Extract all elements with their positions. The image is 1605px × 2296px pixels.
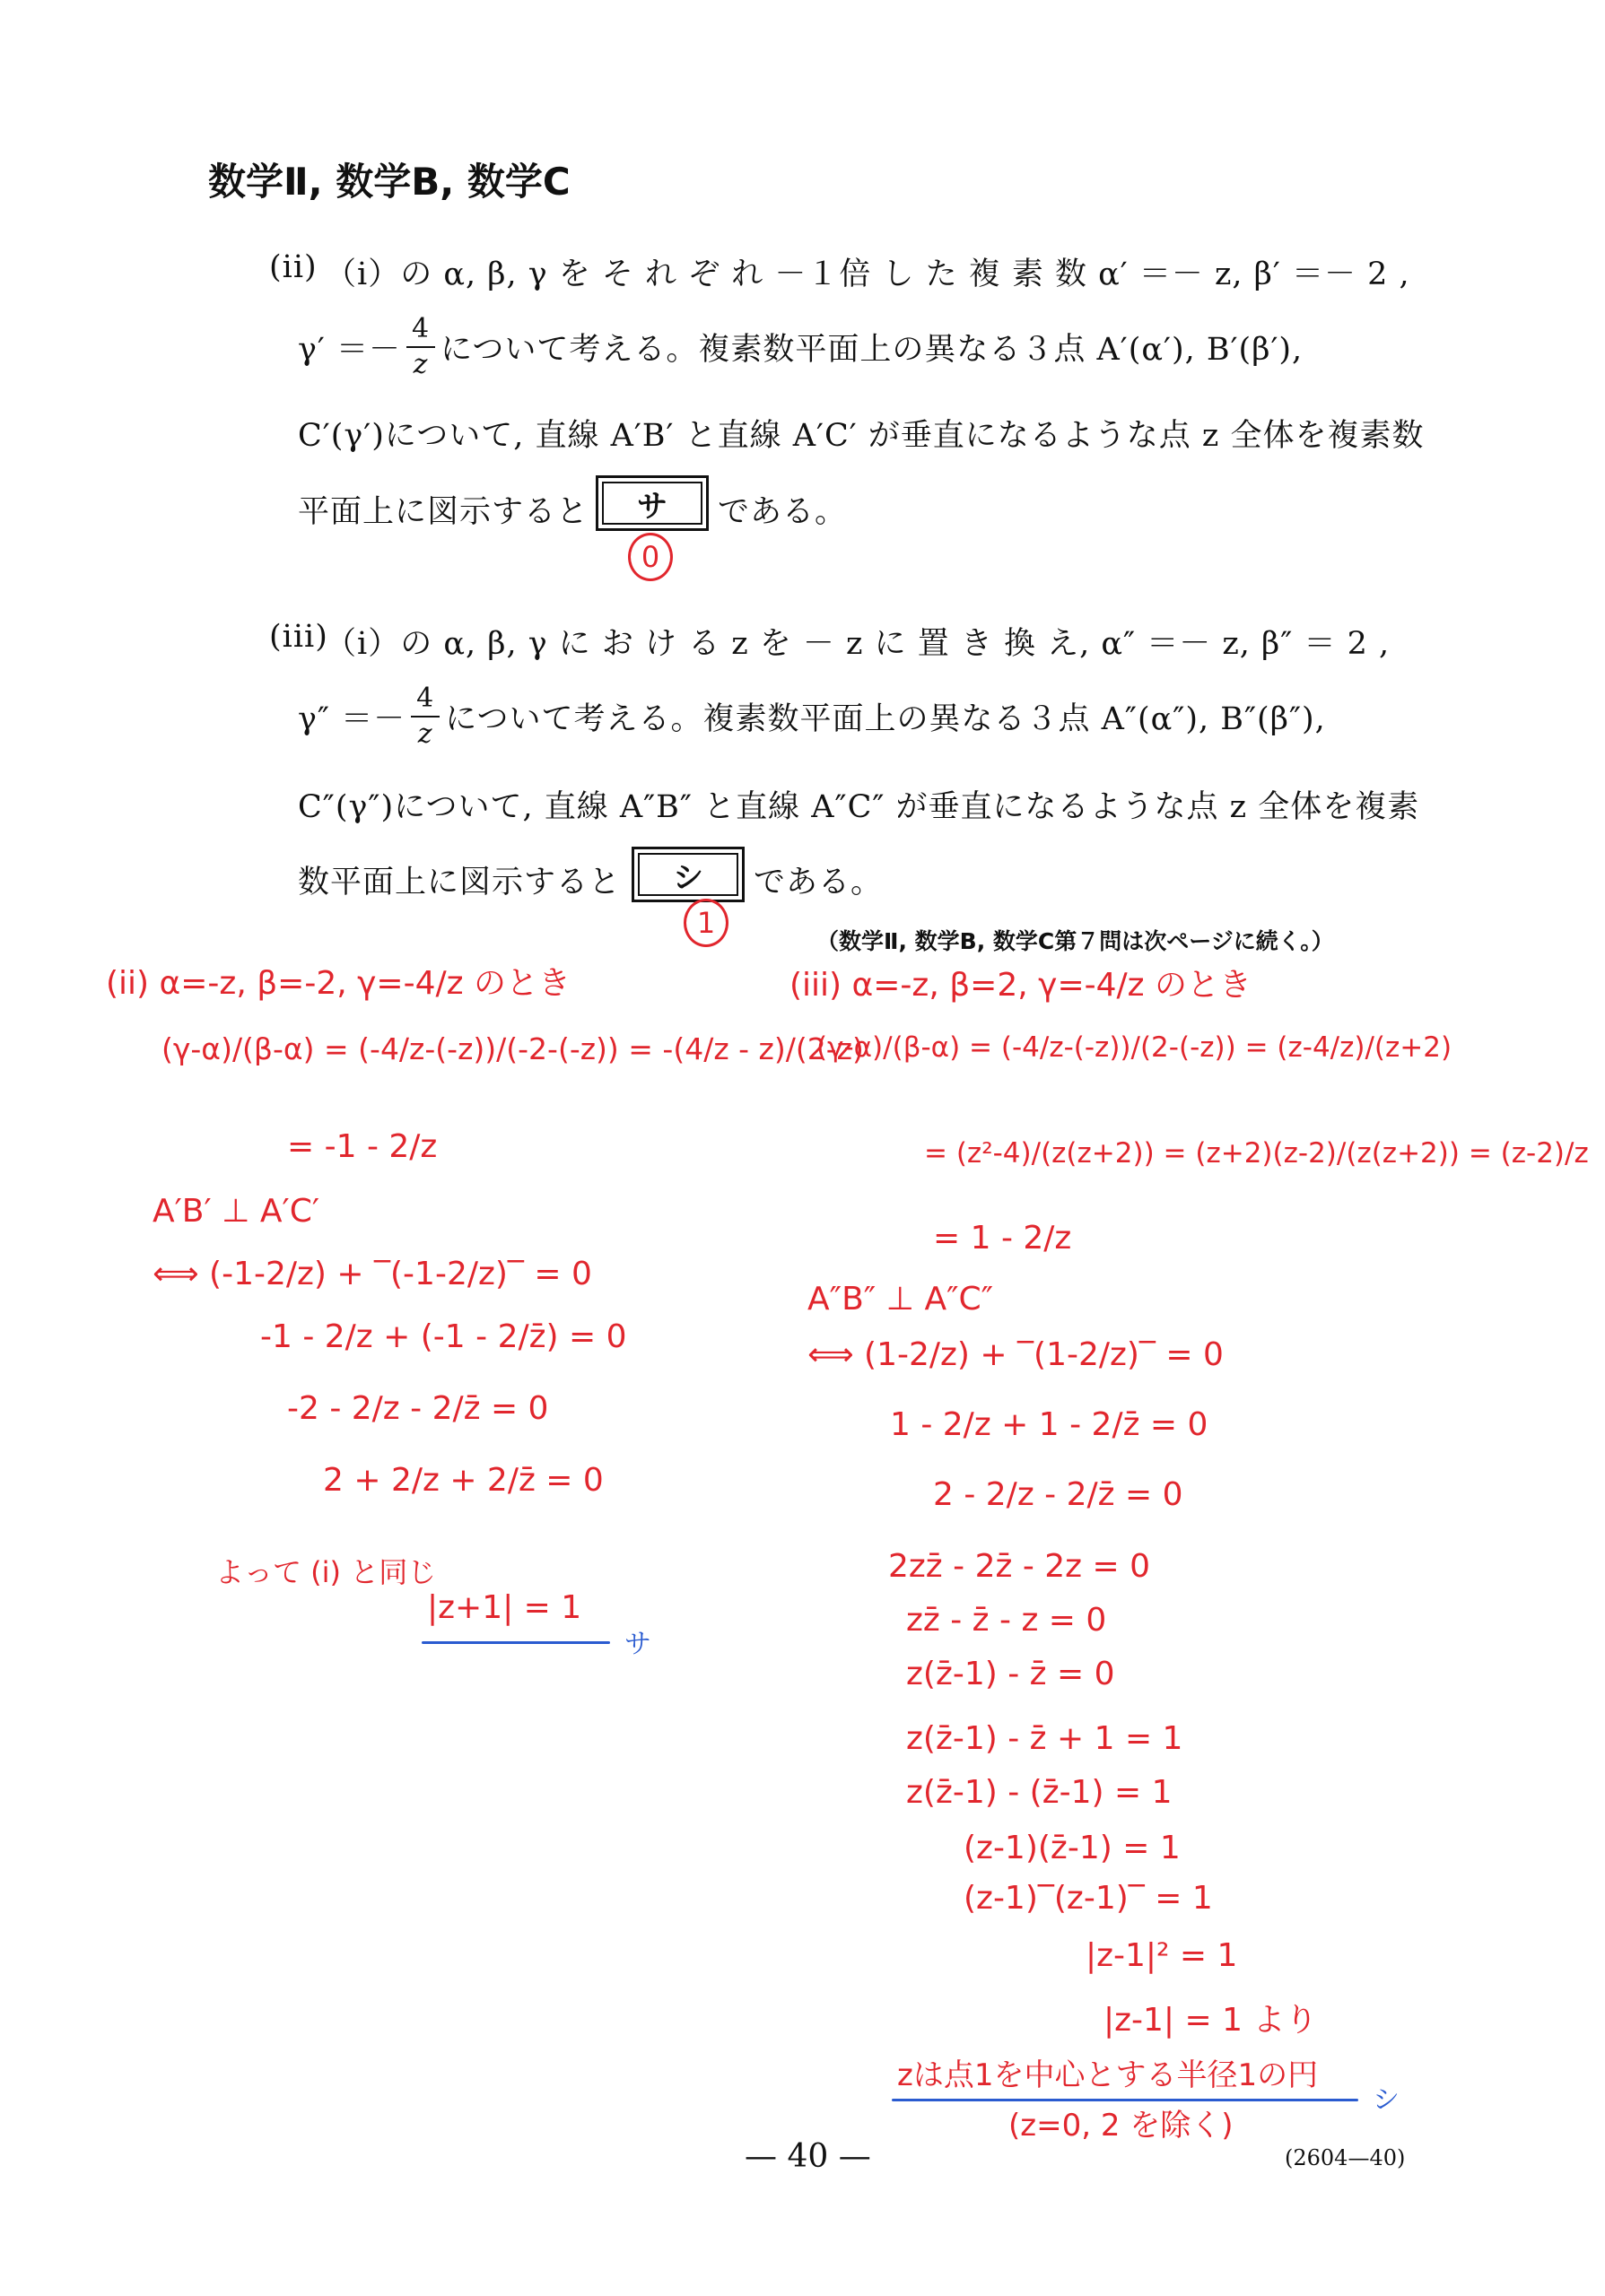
hw-left-line-2: (γ-α)/(β-α) = (-4/z-(-z))/(-2-(-z)) = -(4/z - z)/(2-z)	[161, 1031, 864, 1066]
hw-left-line-3: = -1 - 2/z	[287, 1128, 438, 1165]
hw-right-line-4: = 1 - 2/z	[933, 1220, 1072, 1257]
problem-ii-line3: C′(γ′)について, 直線 A′B′ と直線 A′C′ が垂直になるような点 z 全体を複素数	[298, 418, 1425, 454]
line2-rest: について考える。複素数平面上の異なる３点 A″(α″), B″(β″),	[445, 700, 1326, 737]
answer-box-sa-label: サ	[602, 482, 702, 525]
page-number: — 40 —	[745, 2138, 871, 2175]
fraction-numerator: 4	[406, 312, 435, 348]
problem-iii-line3: C″(γ″)について, 直線 A″B″ と直線 A″C″ が垂直になるような点 z 全体を複素	[298, 789, 1420, 825]
fraction	[406, 312, 435, 381]
hw-right-line-1: (iii) α=-z, β=2, γ=-4/z のとき	[789, 967, 1252, 1004]
answer-box-shi[interactable]	[632, 847, 745, 902]
line2-rest: について考える。複素数平面上の異なる３点 A′(α′), B′(β′),	[441, 331, 1304, 368]
hw-right-conclusion: zは点1を中心とする半径1の円	[897, 2057, 1319, 2093]
hw-right-line-11: z(z̄-1) - z̄ = 0	[906, 1656, 1115, 1692]
handwritten-answer-shi: 1	[684, 899, 728, 947]
continued-note: （数学Ⅱ, 数学B, 数学C第７問は次ページに続く。）	[816, 928, 1334, 954]
hw-right-line-13: z(z̄-1) - (z̄-1) = 1	[906, 1774, 1173, 1811]
fraction-denominator: z	[413, 348, 429, 380]
problem-iii-label: (iii)	[269, 619, 328, 655]
hw-right-line-5: A″B″ ⊥ A″C″	[807, 1281, 994, 1318]
section-title: 数学Ⅱ, 数学B, 数学C	[208, 160, 571, 204]
hw-right-line-8: 2 - 2/z - 2/z̄ = 0	[933, 1476, 1183, 1513]
hw-right-exclusion: (z=0, 2 を除く)	[1008, 2108, 1234, 2144]
hw-right-tag: シ	[1373, 2084, 1400, 2116]
problem-iii-line1: （i）の α, β, γ に お け る z を － z に 置 き 換 え, α″ ＝－ z, β″ ＝ 2 ,	[325, 626, 1391, 662]
hw-left-line-7: -2 - 2/z - 2/z̄ = 0	[287, 1390, 549, 1427]
fraction-denominator: z	[417, 718, 433, 750]
gamma-double-prime-lhs: γ″ ＝－	[298, 700, 406, 737]
problem-ii-line2	[298, 312, 1303, 381]
hw-right-line-2: (γ-α)/(β-α) = (-4/z-(-z))/(2-(-z)) = (z-4/z)/(z+2)	[816, 1031, 1452, 1064]
hw-left-line-5: ⟺ (-1-2/z) + ‾(-1-2/z)‾ = 0	[153, 1256, 592, 1292]
hw-left-line-4: A′B′ ⊥ A′C′	[153, 1193, 320, 1230]
hw-right-line-9: 2zz̄ - 2z̄ - 2z = 0	[888, 1548, 1151, 1585]
hw-right-line-15: (z-1)‾(z-1)‾ = 1	[964, 1880, 1213, 1917]
handwritten-answer-sa: 0	[628, 533, 673, 581]
hw-left-line-9: よって (i) と同じ	[215, 1555, 437, 1589]
problem-iii-line4-pre: 数平面上に図示すると	[298, 865, 622, 900]
hw-left-underline	[422, 1641, 610, 1644]
problem-ii-line4-post: である。	[718, 494, 848, 530]
hw-right-line-7: 1 - 2/z + 1 - 2/z̄ = 0	[890, 1406, 1208, 1443]
hw-left-answer: |z+1| = 1	[427, 1589, 582, 1626]
hw-right-line-12: z(z̄-1) - z̄ + 1 = 1	[906, 1720, 1183, 1757]
hw-right-line-14: (z-1)(z̄-1) = 1	[964, 1830, 1181, 1866]
fraction	[411, 682, 440, 751]
problem-iii-line2	[298, 682, 1326, 751]
problem-iii-line4-post: である。	[754, 865, 884, 900]
fraction-numerator: 4	[411, 682, 440, 718]
answer-box-shi-label: シ	[638, 853, 738, 896]
page-id: (2604—40)	[1285, 2145, 1406, 2170]
hw-right-line-10: zz̄ - z̄ - z = 0	[906, 1602, 1107, 1639]
hw-right-line-17: |z-1| = 1 より	[1103, 2002, 1318, 2039]
hw-right-line-6: ⟺ (1-2/z) + ‾(1-2/z)‾ = 0	[807, 1336, 1224, 1373]
problem-ii-line1: （i）の α, β, γ を そ れ ぞ れ －１倍 し た 複 素 数 α′ ＝－ z, β′ ＝－ 2 ,	[325, 257, 1410, 292]
gamma-prime-lhs: γ′ ＝－	[298, 331, 401, 368]
hw-right-line-16: |z-1|² = 1	[1086, 1937, 1238, 1974]
hw-right-line-3: = (z²-4)/(z(z+2)) = (z+2)(z-2)/(z(z+2)) = (z-2)/z	[924, 1137, 1589, 1170]
hw-left-line-1: (ii) α=-z, β=-2, γ=-4/z のとき	[106, 965, 571, 1002]
problem-ii-line4-pre: 平面上に図示すると	[298, 494, 589, 530]
hw-left-tag: サ	[624, 1629, 651, 1660]
answer-box-sa[interactable]	[596, 475, 709, 531]
hw-left-line-8: 2 + 2/z + 2/z̄ = 0	[323, 1462, 604, 1499]
problem-ii-label: (ii)	[269, 249, 318, 285]
hw-left-line-6: -1 - 2/z + (-1 - 2/z̄) = 0	[260, 1318, 627, 1355]
